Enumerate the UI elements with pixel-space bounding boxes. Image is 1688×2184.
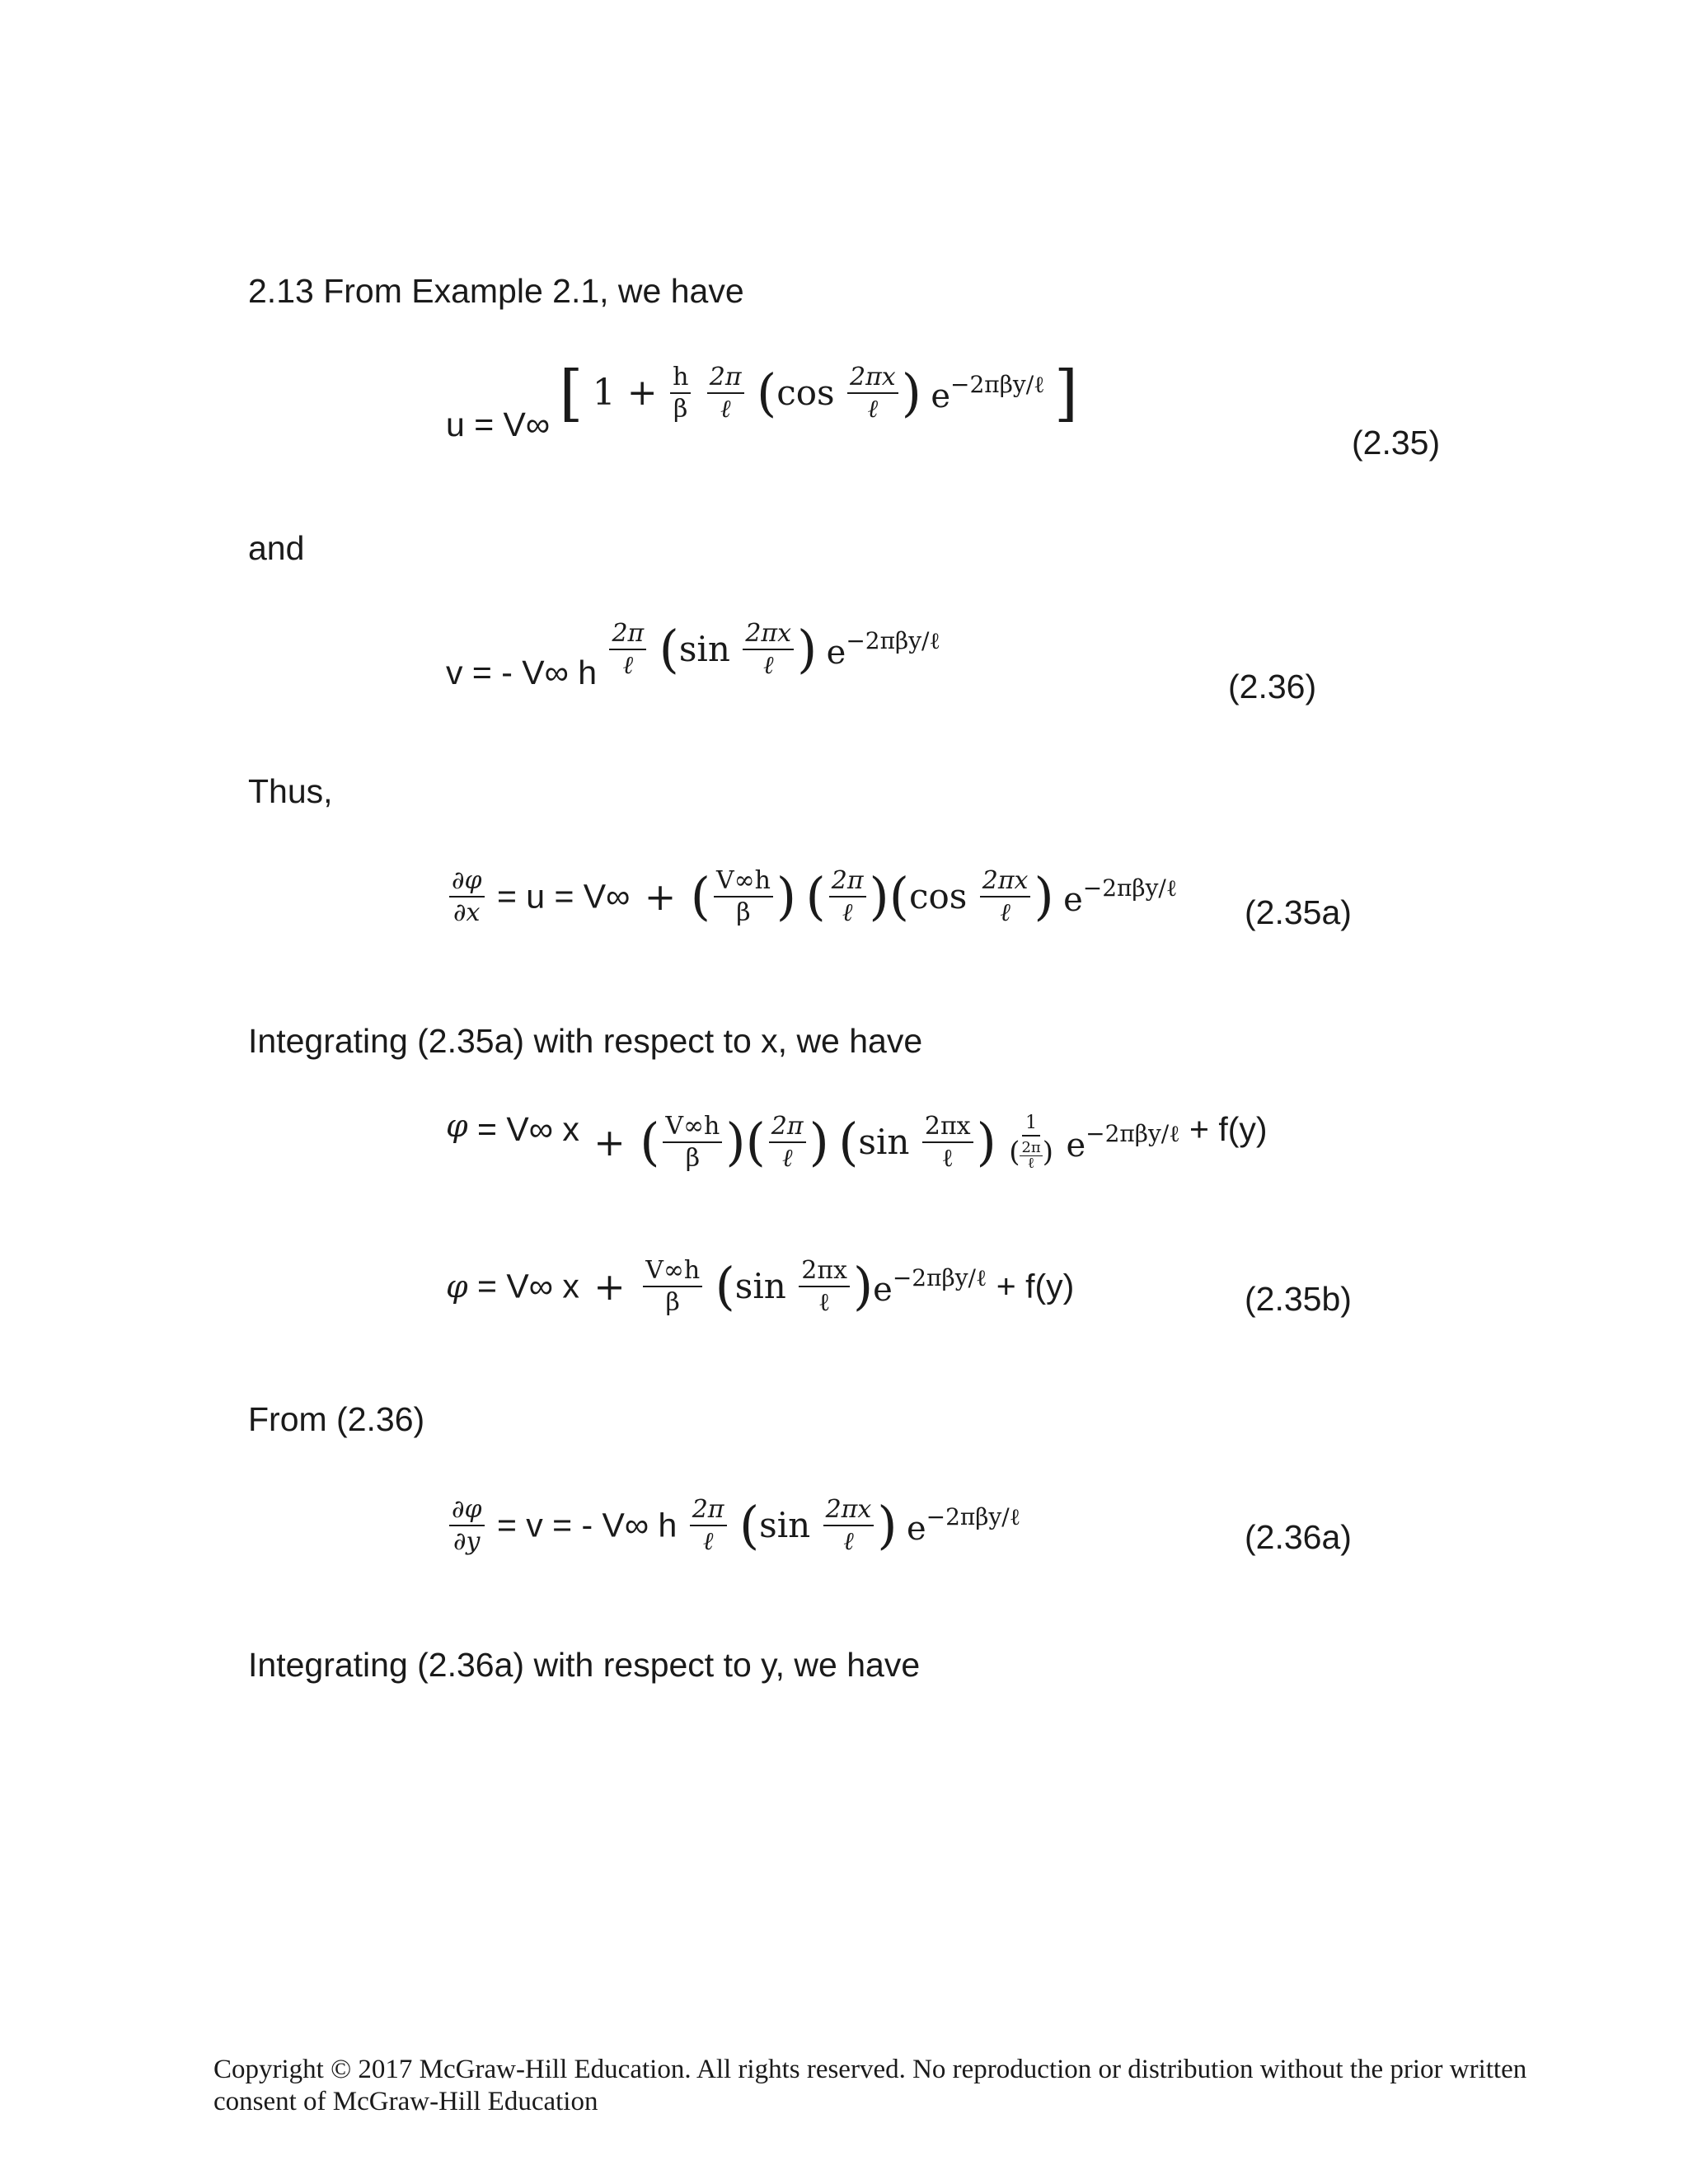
middle-text: = V∞ x bbox=[477, 1267, 579, 1305]
sin-fn: sin bbox=[678, 629, 730, 669]
equation-2-36a: $\frac{\partial\varphi}{\partial y}$ = v = - V∞ h $\frac{2\pi}{\text{ℓ}}$ (sin $\frac{2\pi x}{\text{ℓ}}$ ) $e^{-2\pi\beta y/\ell}$ bbox=[446, 1496, 1020, 1555]
middle-text: = V∞ x bbox=[477, 1109, 579, 1148]
one-plus: 1 + bbox=[592, 372, 658, 414]
and-text: and bbox=[248, 529, 305, 567]
twopi-over-ell: $\frac{2\pi}{\text{ℓ}}$ bbox=[609, 620, 646, 679]
vinfh-over-beta: $\frac{V\infty h}{\beta}$ bbox=[714, 867, 773, 926]
integrating-y-text: Integrating (2.36a) with respect to y, we have bbox=[248, 1646, 921, 1684]
intro-text: 2.13 From Example 2.1, we have bbox=[248, 272, 744, 310]
twopi-over-ell: $\frac{2\pi}{\text{ℓ}}$ bbox=[769, 1113, 806, 1172]
left-bracket: [ bbox=[559, 358, 584, 429]
phi-symbol: φ bbox=[446, 1108, 468, 1144]
twopix-over-ell: $\frac{2\pi x}{\text{ℓ}}$ bbox=[743, 620, 794, 679]
twopix-over-ell: $\frac{2\pi x}{\text{ℓ}}$ bbox=[823, 1496, 874, 1555]
twopix-over-ell: $\frac{2\pi x}{\text{ℓ}}$ bbox=[847, 363, 898, 423]
tail-text: + f(y) bbox=[1189, 1109, 1268, 1148]
equation-integrated: φ = V∞ x + ( $\frac{V\infty h}{\beta}$ )( $\frac{2\pi}{\text{ℓ}}$ ) (sin $\frac{2\pi x}{\text{ℓ}}$ ) 1 ( 2π ℓ ) $e^{-2\pi\beta y/\ell} + f(y)$ bbox=[446, 1108, 1268, 1173]
copyright-footer: Copyright © 2017 McGraw-Hill Education. All rights reserved. No reproduction or distribution without the prior written consent of McGraw-Hill Education bbox=[213, 2055, 1527, 2116]
equation-number: (2.35b) bbox=[1245, 1280, 1352, 1318]
equation-number: (2.36a) bbox=[1245, 1518, 1352, 1556]
equation-number: (2.35) bbox=[1352, 424, 1441, 462]
twopi-over-ell: $\frac{2\pi}{\text{ℓ}}$ bbox=[707, 363, 744, 423]
phi-symbol: φ bbox=[446, 1268, 468, 1305]
thus-text: Thus, bbox=[248, 772, 333, 810]
right-bracket: ] bbox=[1053, 358, 1078, 429]
vinfh-over-beta: $\frac{V\infty h}{\beta}$ bbox=[643, 1257, 702, 1316]
exponential: $e^{-2\pi\beta y/\ell}$ bbox=[1066, 1120, 1180, 1165]
twopix-over-ell: $\frac{2\pi x}{\text{ℓ}}$ bbox=[799, 1257, 850, 1316]
exponential: $e^{-2\pi\beta y/\ell}$ bbox=[826, 627, 940, 672]
sin-fn: sin bbox=[734, 1266, 786, 1306]
equation-2-35a: $\frac{\partial\varphi}{\partial x}$ = u = V∞ + ( $\frac{V\infty h}{\beta}$ ) ( $\frac{2\pi}{\text{ℓ}}$ )(cos $\frac{2\pi x}{\text{ℓ}}$ ) $e^{-2\pi\beta y/\ell}$ bbox=[446, 867, 1177, 926]
one-over-twopi-ell: 1 ( 2π ℓ ) bbox=[1009, 1112, 1054, 1173]
lhs: u = V∞ bbox=[446, 405, 551, 443]
exponential: $e^{-2\pi\beta y/\ell}$ bbox=[1063, 874, 1178, 919]
tail-text: + f(y) bbox=[996, 1267, 1075, 1305]
from-236-text: From (2.36) bbox=[248, 1400, 425, 1438]
twopi-over-ell: $\frac{2\pi}{\text{ℓ}}$ bbox=[690, 1496, 727, 1555]
twopix-over-ell: $\frac{2\pi x}{\text{ℓ}}$ bbox=[980, 867, 1031, 926]
equation-2-36: v = - V∞ h $\frac{2\pi}{\text{ℓ}}$ (sin $\frac{2\pi x}{\text{ℓ}}$ ) $e^{-2\pi\beta y/\ell}$ bbox=[446, 619, 940, 691]
exponential: $e^{-2\pi\beta y/\ell}$ bbox=[873, 1264, 987, 1309]
vinfh-over-beta: $\frac{V\infty h}{\beta}$ bbox=[663, 1113, 722, 1172]
equation-2-35: u = V∞ [ 1 + $\frac{h}{\beta}$ $\frac{2\pi}{\text{ℓ}}$ (cos $\frac{2\pi x}{\text{ℓ}}$ ) $e^{-2\pi\beta y/\ell}$ ] bbox=[446, 358, 1078, 443]
sin-fn: sin bbox=[858, 1122, 910, 1162]
h-over-beta: $\frac{h}{\beta}$ bbox=[670, 363, 691, 423]
dphi-over-dx: $\frac{\partial\varphi}{\partial x}$ bbox=[449, 867, 485, 926]
exponential: $e^{-2\pi\beta y/\ell}$ bbox=[906, 1503, 1021, 1548]
cos-fn: cos bbox=[908, 876, 968, 916]
equation-2-35b: φ = V∞ x + $\frac{V\infty h}{\beta}$ (sin $\frac{2\pi x}{\text{ℓ}}$ )$e^{-2\pi\beta y/\ell} + f(y)$ bbox=[446, 1256, 1075, 1317]
middle-text: = v = - V∞ h bbox=[496, 1506, 678, 1544]
equation-number: (2.35a) bbox=[1245, 893, 1352, 931]
twopi-over-ell: $\frac{2\pi}{\text{ℓ}}$ bbox=[829, 867, 866, 926]
integrating-x-text: Integrating (2.35a) with respect to x, we have bbox=[248, 1022, 923, 1060]
dphi-over-dy: $\frac{\partial\varphi}{\partial y}$ bbox=[449, 1496, 485, 1555]
lhs: v = - V∞ h bbox=[446, 653, 598, 691]
twopix-over-ell: $\frac{2\pi x}{\text{ℓ}}$ bbox=[922, 1113, 973, 1172]
exponential: $e^{-2\pi\beta y/\ell}$ bbox=[931, 371, 1045, 415]
sin-fn: sin bbox=[759, 1505, 811, 1545]
equation-number: (2.36) bbox=[1228, 668, 1317, 705]
cos-fn: cos bbox=[776, 373, 835, 413]
middle-text: = u = V∞ bbox=[496, 877, 631, 916]
